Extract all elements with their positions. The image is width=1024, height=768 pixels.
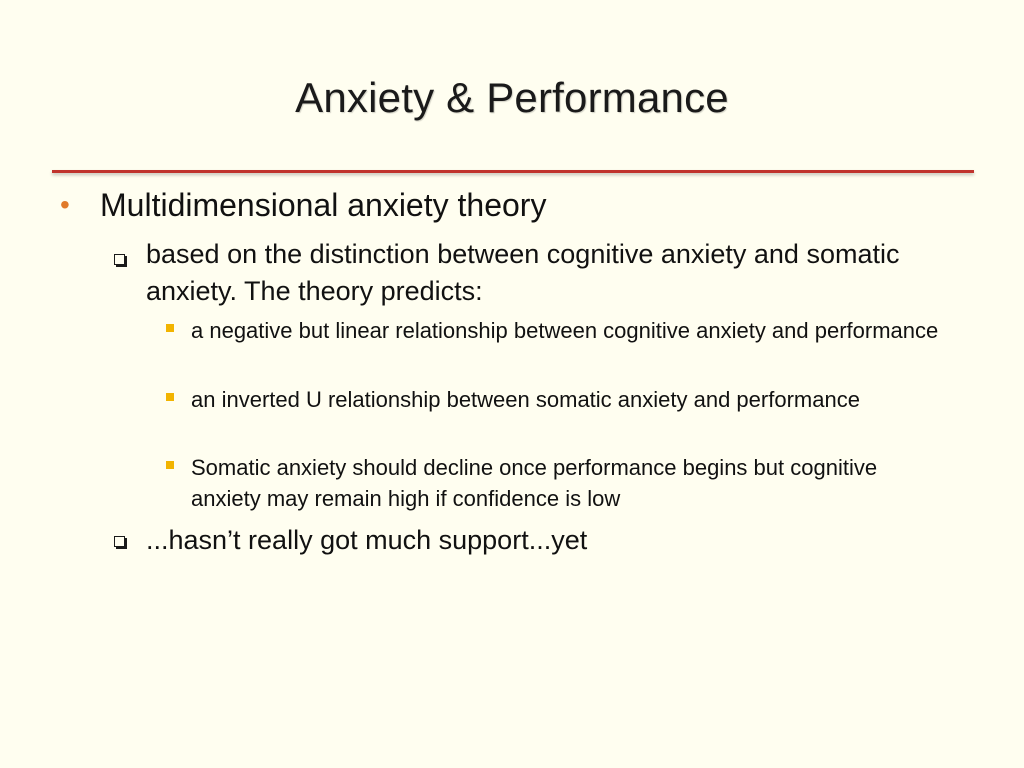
- hollow-square-bullet-icon: [114, 254, 125, 265]
- square-bullet-icon: [166, 324, 174, 332]
- level1-bullet-icon: •: [60, 189, 70, 220]
- level3-item: an inverted U relationship between somatic anxiety and performance: [191, 387, 860, 412]
- square-bullet-icon: [166, 461, 174, 469]
- level1-item: Multidimensional anxiety theory: [100, 187, 547, 223]
- level2-item: based on the distinction between cognitive anxiety and somatic anxiety. The theory predicts:: [146, 239, 900, 306]
- level2-item: ...hasn’t really got much support...yet: [146, 525, 588, 555]
- level3-item: Somatic anxiety should decline once performance begins but cognitive anxiety may remain high if confidence is low: [191, 455, 878, 511]
- slide-title: Anxiety & Performance: [295, 74, 729, 121]
- square-bullet-icon: [166, 393, 174, 401]
- hollow-square-bullet-icon: [114, 536, 125, 547]
- level3-item: a negative but linear relationship between cognitive anxiety and performance: [191, 318, 939, 343]
